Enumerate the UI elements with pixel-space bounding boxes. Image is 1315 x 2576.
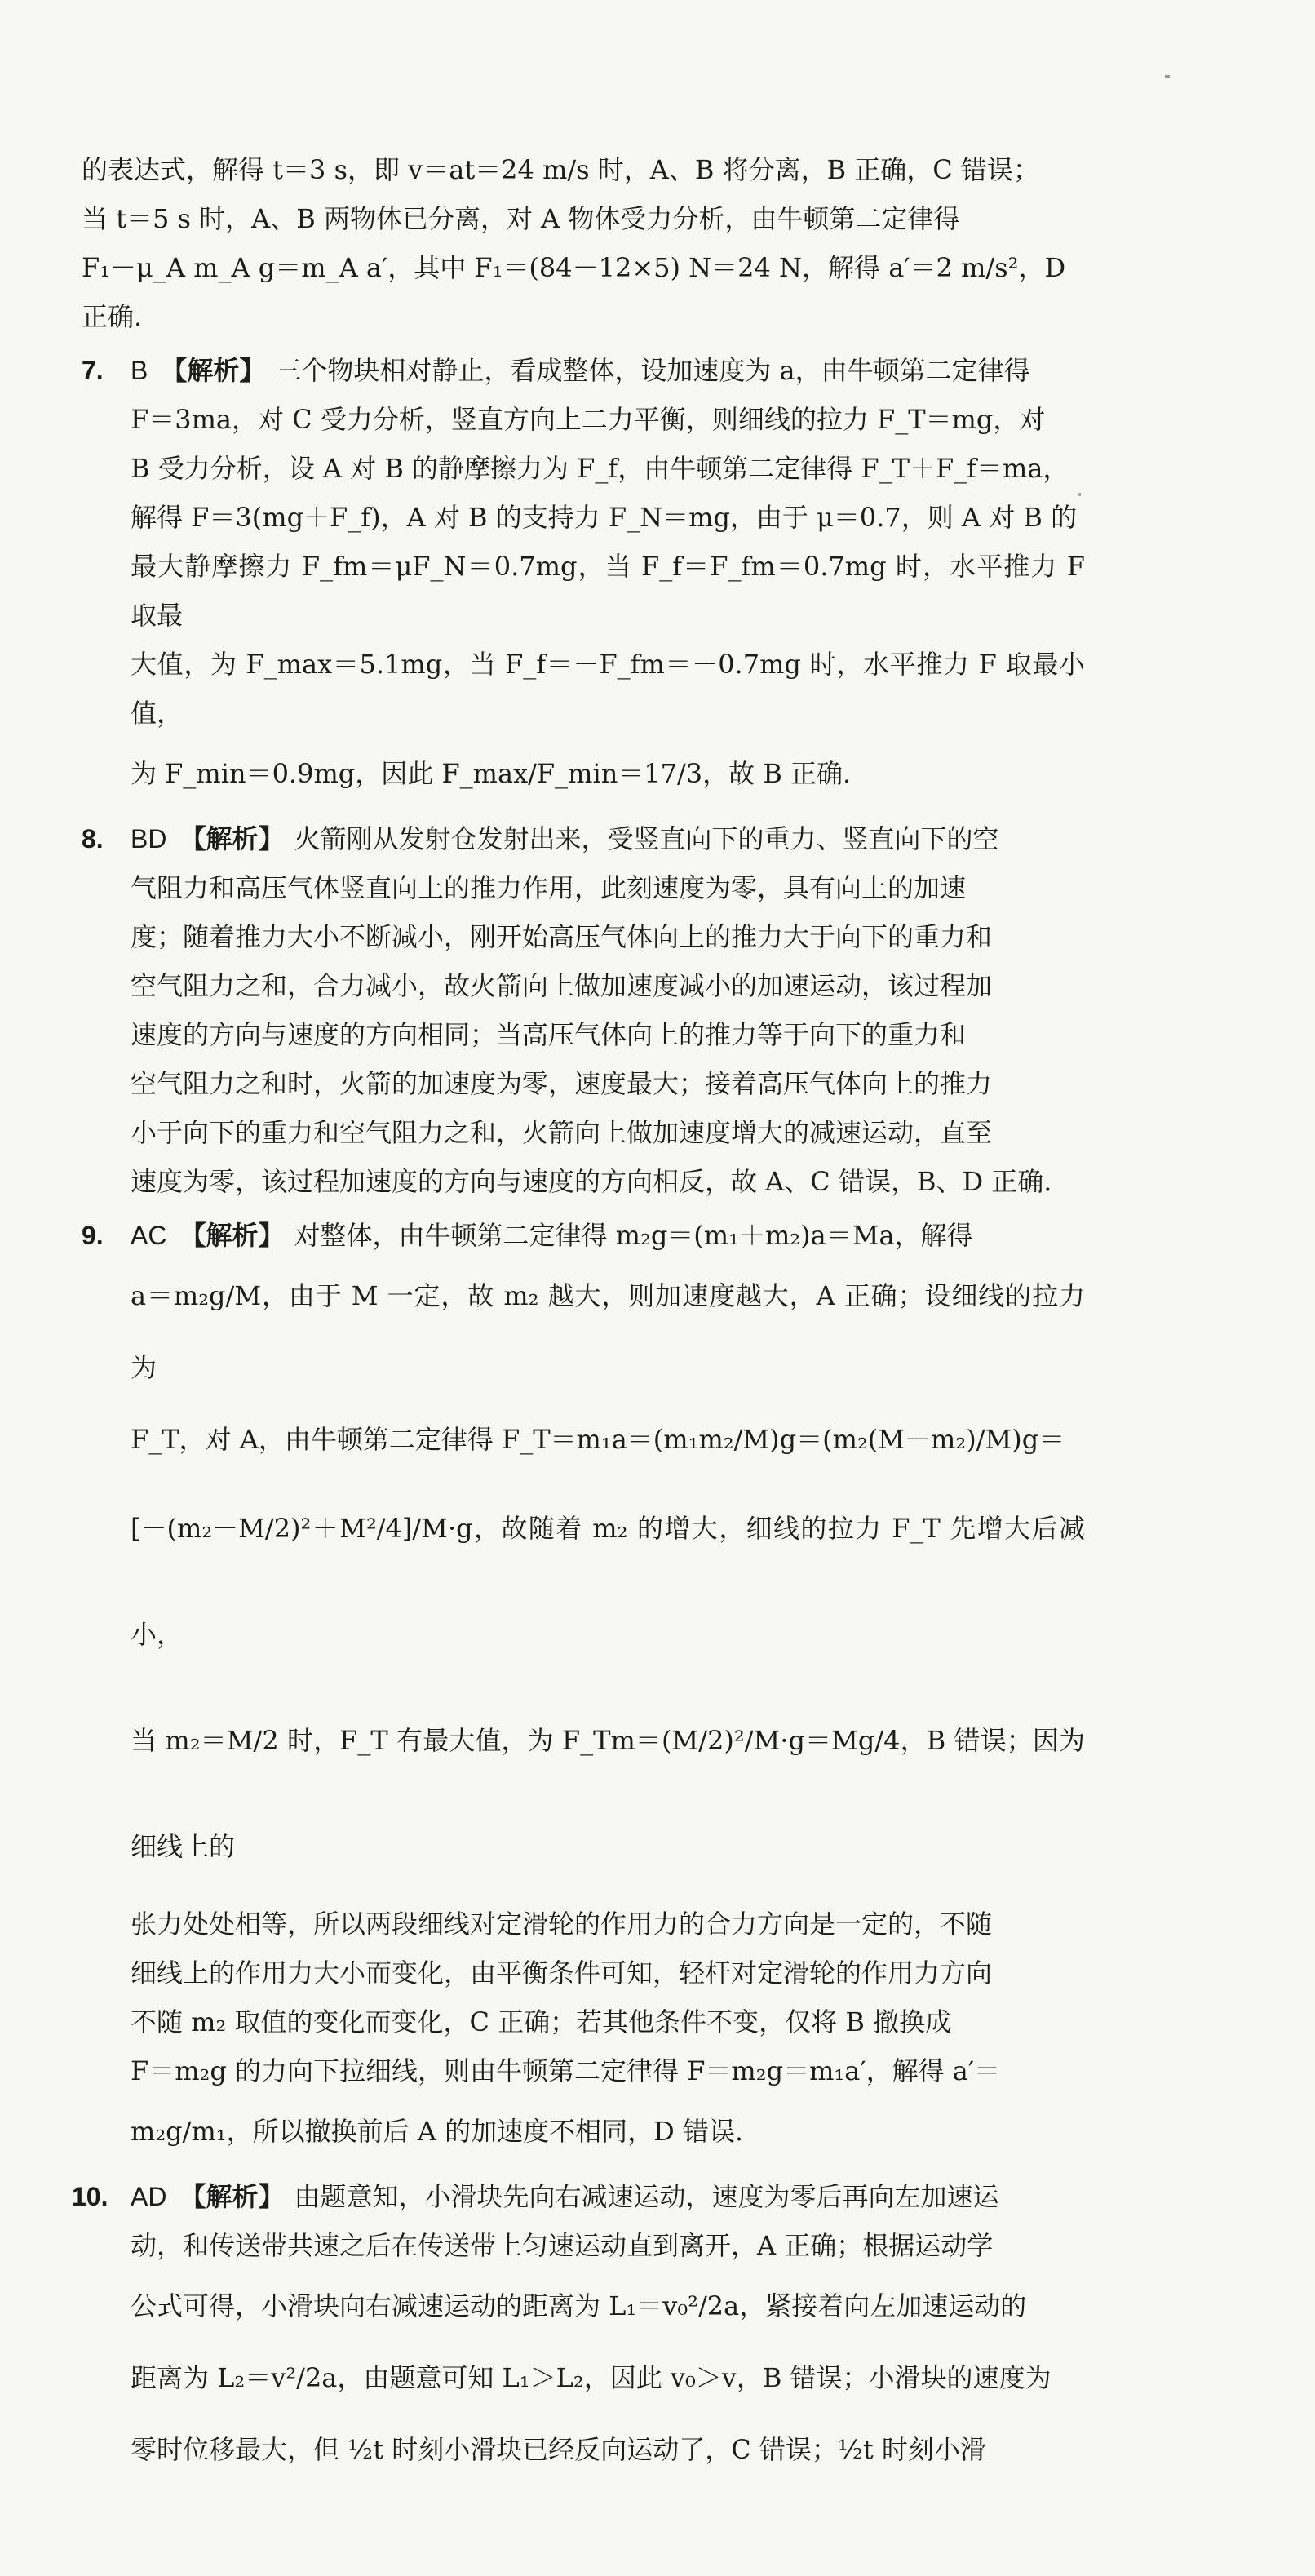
text-line: 速度为零，该过程加速度的方向与速度的方向相反，故 A、C 错误，B、D 正确. (131, 1166, 1052, 1197)
text-line: 的表达式，解得 t＝3 s，即 v＝at＝24 m/s 时，A、B 将分离，B 正确，C 错误； (82, 154, 1039, 185)
intro-paragraph (82, 145, 1085, 341)
text-line: 对整体，由牛顿第二定律得 m₂g＝(m₁＋m₂)a＝Ma，解得 (294, 1220, 973, 1251)
text-line: 动，和传送带共速之后在传送带上匀速运动直到离开，A 正确；根据运动学 (131, 2230, 994, 2261)
text-line: 空气阻力之和时，火箭的加速度为零，速度最大；接着高压气体向上的推力 (131, 1068, 993, 1099)
text-line: 度；随着推力大小不断减小，刚开始高压气体向上的推力大于向下的重力和 (131, 921, 993, 952)
formula-line: m₂g/m₁，所以撤换前后 A 的加速度不相同，D 错误. (131, 2116, 744, 2147)
text-line: 当 t＝5 s 时，A、B 两物体已分离，对 A 物体受力分析，由牛顿第二定律得 (82, 203, 960, 234)
formula-line: 为 F_min＝0.9mg，因此 F_max/F_min＝17/3，故 B 正确. (131, 758, 852, 789)
text-line: 正确. (82, 301, 143, 332)
item-number: 10. (72, 2182, 108, 2211)
solution-item-9 (82, 1211, 1085, 2167)
text-line: 细线上的作用力大小而变化，由平衡条件可知，轻杆对定滑轮的作用力方向 (131, 1957, 993, 1989)
text-line: 气阻力和高压气体竖直向上的推力作用，此刻速度为零，具有向上的加速 (131, 872, 967, 903)
text-line: 速度的方向与速度的方向相同；当高压气体向上的推力等于向下的重力和 (131, 1019, 967, 1050)
analysis-tag: 【解析】 (179, 823, 285, 854)
item-number: 9. (82, 1221, 104, 1250)
analysis-tag: 【解析】 (179, 2181, 285, 2212)
text-line: 不随 m₂ 取值的变化而变化，C 正确；若其他条件不变，仅将 B 撤换成 (131, 2006, 952, 2037)
text-line: B 受力分析，设 A 对 B 的静摩擦力为 F_f，由牛顿第二定律得 F_T＋F_f＝ma， (131, 453, 1069, 484)
formula-line: a＝m₂g/M，由于 M 一定，故 m₂ 越大，则加速度越大，A 正确；设细线的拉力为 (131, 1280, 1085, 1383)
text-line: F＝m₂g 的力向下拉细线，则由牛顿第二定律得 F＝m₂g＝m₁a′，解得 a′＝ (131, 2055, 1001, 2086)
answer-key: AC (131, 1221, 167, 1250)
text-line: 由题意知，小滑块先向右减速运动，速度为零后再向左加速运 (294, 2181, 999, 2212)
text-line: 张力处处相等，所以两段细线对定滑轮的作用力的合力方向是一定的，不随 (131, 1909, 993, 1940)
text-line: F＝3ma，对 C 受力分析，竖直方向上二力平衡，则细线的拉力 F_T＝mg，对 (131, 404, 1046, 435)
answer-key: BD (131, 824, 167, 853)
analysis-tag: 【解析】 (161, 355, 266, 386)
text-line: F₁－μ_A m_A g＝m_A a′，其中 F₁＝(84－12×5) N＝24 N，解得 a′＝2 m/s²，D (82, 252, 1066, 283)
scan-mark (1165, 75, 1170, 78)
solution-item-7 (82, 346, 1085, 809)
solution-item-8 (82, 814, 1085, 1206)
text-line: 三个物块相对静止，看成整体，设加速度为 a，由牛顿第二定律得 (275, 355, 1030, 386)
analysis-tag: 【解析】 (179, 1220, 285, 1251)
solution-text (72, 145, 1085, 2485)
item-number: 8. (82, 824, 104, 853)
text-line: 空气阻力之和，合力减小，故火箭向上做加速度减小的加速运动，该过程加 (131, 970, 993, 1001)
text-line: 火箭刚从发射仓发射出来，受竖直向下的重力、竖直向下的空 (294, 823, 999, 854)
formula-line: F_T，对 A，由牛顿第二定律得 F_T＝m₁a＝(m₁m₂/M)g＝(m₂(M－m₂)/M)g＝ (131, 1424, 1065, 1455)
formula-line: 零时位移最大，但 ½t 时刻小滑块已经反向运动了，C 错误；½t 时刻小滑 (131, 2434, 986, 2465)
text-line: 小于向下的重力和空气阻力之和，火箭向上做加速度增大的减速运动，直至 (131, 1117, 993, 1148)
text-line: 大值，为 F_max＝5.1mg，当 F_f＝－F_fm＝－0.7mg 时，水平推力 F 取最小值， (131, 649, 1085, 729)
item-number: 7. (82, 356, 104, 385)
solution-item-10 (72, 2172, 1085, 2485)
answer-key: AD (131, 2182, 167, 2211)
formula-line: 距离为 L₂＝v²/2a，由题意可知 L₁＞L₂，因此 v₀＞v，B 错误；小滑块的速度为 (131, 2362, 1052, 2393)
formula-line: 公式可得，小滑块向右减速运动的距离为 L₁＝v₀²/2a，紧接着向左加速运动的 (131, 2290, 1027, 2321)
formula-line: 当 m₂＝M/2 时，F_T 有最大值，为 F_Tm＝(M/2)²/M·g＝Mg/4，B 错误；因为细线上的 (131, 1725, 1085, 1862)
text-line: 解得 F＝3(mg＋F_f)，A 对 B 的支持力 F_N＝mg，由于 μ＝0.7，则 A 对 B 的 (131, 502, 1078, 533)
text-line: 最大静摩擦力 F_fm＝μF_N＝0.7mg，当 F_f＝F_fm＝0.7mg 时，水平推力 F 取最 (131, 551, 1085, 631)
answer-key: B (131, 356, 148, 385)
formula-line: [－(m₂－M/2)²＋M²/4]/M·g，故随着 m₂ 的增大，细线的拉力 F_T 先增大后减小， (131, 1513, 1085, 1650)
